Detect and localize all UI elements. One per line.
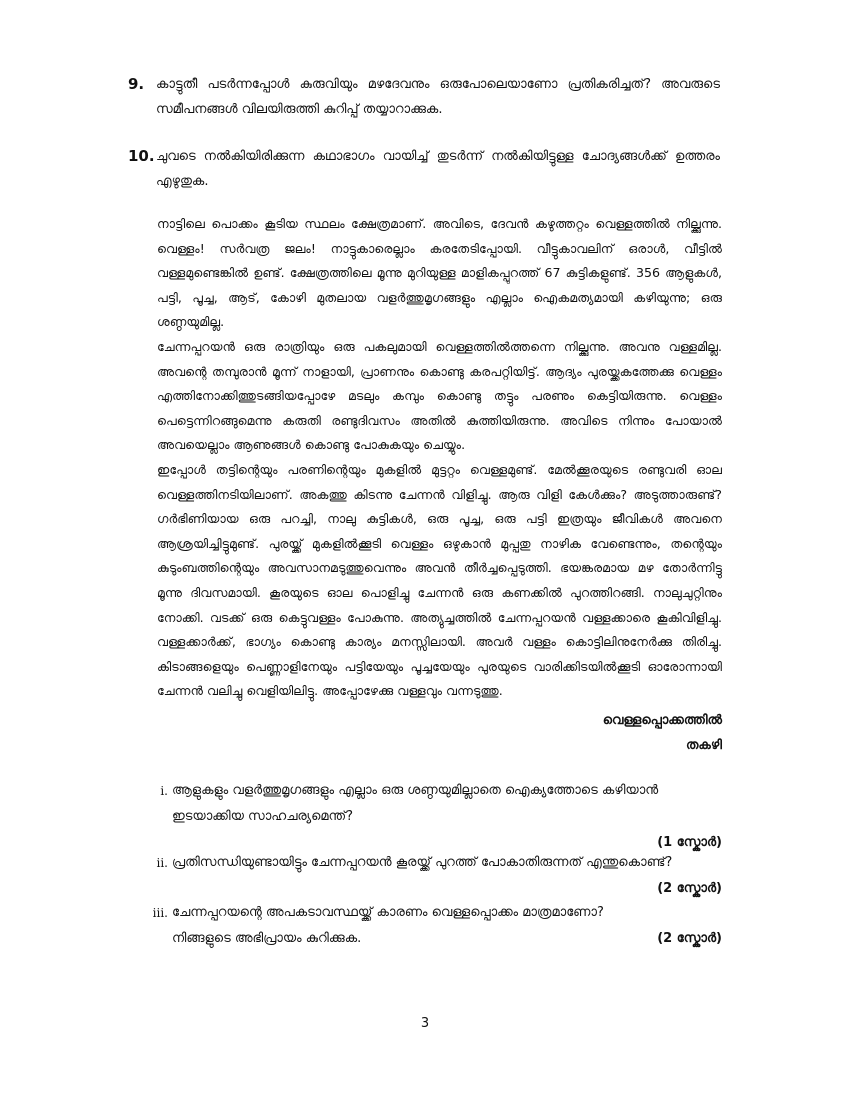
passage-paragraph: ഇപ്പോൾ തട്ടിന്റെയും പരണിന്റെയും മുകളിൽ മുട്ടറ്റം വെള്ളമുണ്ട്. മേൽക്കൂരയുടെ രണ്ടുവരി ഓല വെള്ളത്തിനടിയിലാണ്. അകത്തു കിടന്നു ചേന്നൻ വിളിച്ചു. ആരു വിളി കേൾക്കും? അടുത്താരുണ്ട്? ഗർഭിണിയായ ഒരു പറച്ചി, നാലു കുട്ടികൾ, ഒരു പൂച്ച, ഒരു പട്ടി ഇത്രയും ജീവികൾ അവനെ ആശ്രയിച്ചിട്ടുമുണ്ട്. പുരയ്ക്ക് മുകളിൽക്കൂടി വെള്ളം ഒഴുകാൻ മുപ്പതു നാഴിക വേണ്ടെന്നും, തന്റെയും കുടുംബത്തിന്റെയും അവസാനമടുത്തുവെന്നും അവൻ തീർച്ചപ്പെടുത്തി. ഭയങ്കരമായ മഴ തോർന്നിട്ടു മൂന്നു ദിവസമായി. കൂരയുടെ ഓല പൊളിച്ചു ചേന്നൻ ഒരു കണക്കിൽ പുറത്തിറങ്ങി. നാലുചുറ്റിനും നോക്കി. വടക്ക് ഒരു കെട്ടുവള്ളം പോകുന്നു. അത്യുച്ചത്തിൽ ചേന്നപ്പറയൻ വള്ളക്കാരെ കൂകിവിളിച്ചു. വള്ളക്കാർക്ക്, ഭാഗ്യം കൊണ്ടു കാര്യം മനസ്സിലായി. അവർ വള്ളം കൊട്ടിലിനുനേർക്കു തിരിച്ചു. കിടാങ്ങളെയും പെണ്ണാളിനേയും പട്ടിയേയും പൂച്ചയേയും പുരയുടെ വാരിക്കിടയിൽക്കൂടി ഓരോന്നായി ചേന്നൻ വലിച്ചു വെളിയിലിട്ടു. അപ്പോഴേക്കു വള്ളവും വന്നടുത്തു. bbox=[157, 461, 723, 699]
story-passage bbox=[157, 212, 722, 758]
subquestion-text-continued bbox=[172, 926, 722, 952]
subquestion-text-line: നിങ്ങളുടെ അഭിപ്രായം കുറിക്കുക. bbox=[172, 931, 362, 946]
subquestion-number: i. bbox=[160, 784, 168, 798]
question-text: കാട്ടുതീ പടർന്നപ്പോൾ കുരുവിയും മഴദേവനും ഒരുപോലെയാണോ പ്രതികരിച്ചത്? അവരുടെ സമീപനങ്ങൾ വിലയിരുത്തി കുറിപ്പ് തയ്യാറാക്കുക. bbox=[156, 77, 720, 117]
subquestion-number: ii. bbox=[156, 856, 168, 870]
question-number: 10. bbox=[128, 147, 155, 165]
subquestion-i bbox=[150, 778, 722, 856]
subquestion-ii bbox=[150, 850, 722, 902]
subquestion-text: പ്രതിസന്ധിയുണ്ടായിട്ടും ചേന്നപ്പറയൻ കൂരയ്ക്ക് പുറത്ത് പോകാതിരുന്നത് എന്തുകൊണ്ട്? bbox=[172, 855, 673, 870]
question-9 bbox=[128, 72, 720, 122]
subquestion-iii bbox=[150, 900, 722, 952]
story-author: തകഴി bbox=[686, 737, 722, 753]
question-10 bbox=[128, 144, 720, 194]
subquestion-number: iii. bbox=[152, 906, 168, 920]
score-label: (2 സ്കോർ) bbox=[657, 931, 722, 946]
question-text: ചുവടെ നൽകിയിരിക്കുന്ന കഥാഭാഗം വായിച്ച് തുടർന്ന് നൽകിയിട്ടുള്ള ചോദ്യങ്ങൾക്ക് ഉത്തരം എഴുതുക. bbox=[156, 149, 720, 189]
score-label: (2 സ്കോർ) bbox=[657, 881, 722, 896]
page-number: 3 bbox=[420, 1016, 430, 1031]
passage-paragraph: നാട്ടിലെ പൊക്കം കൂടിയ സ്ഥലം ക്ഷേത്രമാണ്. അവിടെ, ദേവൻ കഴുത്തറ്റം വെള്ളത്തിൽ നില്ക്കുന്നു. വെള്ളം! സർവത്ര ജലം! നാട്ടുകാരെല്ലാം കരതേടിപ്പോയി. വീട്ടുകാവലിന് ഒരാൾ, വീട്ടിൽ വള്ളമുണ്ടെങ്കിൽ ഉണ്ട്. ക്ഷേത്രത്തിലെ മൂന്നു മുറിയുള്ള മാളികപ്പുറത്ത് 67 കുട്ടികളുണ്ട്. 356 ആളുകൾ, പട്ടി, പൂച്ച, ആട്, കോഴി മുതലായ വളർത്തുമൃഗങ്ങളും എല്ലാം ഐകമത്യമായി കഴിയുന്നു; ഒരു ശണ്ഠയുമില്ല. bbox=[157, 216, 722, 330]
subquestion-text: ചേന്നപ്പറയന്റെ അപകടാവസ്ഥയ്ക്ക് കാരണം വെള്ളപ്പൊക്കം മാത്രമാണോ? bbox=[172, 905, 604, 920]
subquestion-text: ആളുകളും വളർത്തുമൃഗങ്ങളും എല്ലാം ഒരു ശണ്ഠയുമില്ലാതെ ഐക്യത്തോടെ കഴിയാൻ ഇടയാക്കിയ സാഹചര്യമെന്ത്? bbox=[172, 783, 659, 824]
question-number: 9. bbox=[128, 75, 145, 93]
score-label: (1 സ്കോർ) bbox=[657, 835, 722, 850]
story-title: വെള്ളപ്പൊക്കത്തിൽ bbox=[602, 712, 722, 728]
passage-paragraph: ചേന്നപ്പറയൻ ഒരു രാത്രിയും ഒരു പകലുമായി വെള്ളത്തിൽത്തന്നെ നില്ക്കുന്നു. അവനു വള്ളമില്ല. അവന്റെ തമ്പുരാൻ മൂന്ന് നാളായി, പ്രാണനും കൊണ്ടു കരപറ്റിയിട്ട്. ആദ്യം പുരയ്ക്കകത്തേക്കു വെള്ളം എത്തിനോക്കിത്തുടങ്ങിയപ്പോഴേ മടലും കമ്പും കൊണ്ടു തട്ടും പരണും കെട്ടിയിരുന്നു. വെള്ളം പെട്ടെന്നിറങ്ങുമെന്നു കരുതി രണ്ടുദിവസം അതിൽ കുത്തിയിരുന്നു. അവിടെ നിന്നും പോയാൽ അവയെല്ലാം ആണുങ്ങൾ കൊണ്ടു പോകുകയും ചെയ്യും. bbox=[157, 338, 722, 453]
